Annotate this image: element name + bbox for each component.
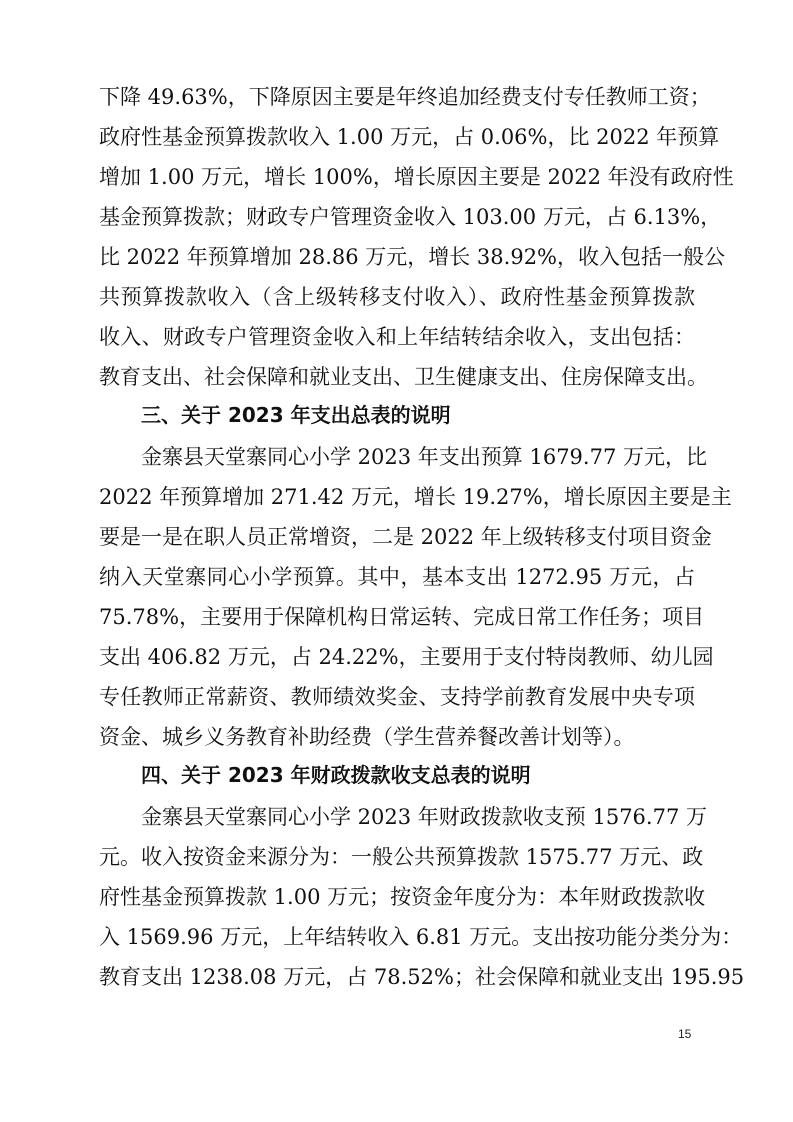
paragraph-line: 75.78%，主要用于保障机构日常运转、完成日常工作任务；项目: [99, 605, 705, 629]
paragraph-line: 纳入天堂寨同心小学预算。其中，基本支出 1272.95 万元，占: [99, 565, 695, 589]
paragraph-line: 金寨县天堂寨同心小学 2023 年财政拨款收支预 1576.77 万: [141, 805, 707, 829]
paragraph-line: 收入、财政专户管理资金收入和上年结转结余收入，支出包括：: [99, 325, 695, 349]
paragraph-line: 2022 年预算增加 271.42 万元，增长 19.27%，增长原因主要是主: [99, 485, 732, 509]
paragraph-line: 资金、城乡义务教育补助经费（学生营养餐改善计划等）。: [99, 725, 635, 749]
paragraph-line: 下降 49.63%，下降原因主要是年终追加经费支付专任教师工资；: [99, 85, 711, 109]
section-heading-3: 三、关于 2023 年支出总表的说明: [141, 403, 451, 427]
paragraph-line: 元。收入按资金来源分为：一般公共预算拨款 1575.77 万元、政: [99, 845, 704, 869]
paragraph-line: 政府性基金预算拨款收入 1.00 万元，占 0.06%，比 2022 年预算: [99, 125, 720, 149]
page-number: 15: [678, 1027, 692, 1041]
paragraph-line: 教育支出 1238.08 万元，占 78.52%；社会保障和就业支出 195.95: [99, 965, 745, 989]
paragraph-line: 入 1569.96 万元，上年结转收入 6.81 万元。支出按功能分类分为：: [99, 925, 743, 949]
paragraph-line: 要是一是在职人员正常增资，二是 2022 年上级转移支付项目资金: [99, 525, 712, 549]
paragraph-line: 教育支出、社会保障和就业支出、卫生健康支出、住房保障支出。: [99, 365, 708, 389]
paragraph-line: 金寨县天堂寨同心小学 2023 年支出预算 1679.77 万元，比: [141, 445, 707, 469]
paragraph-line: 共预算拨款收入（含上级转移支付收入）、政府性基金预算拨款: [99, 285, 695, 309]
paragraph-line: 专任教师正常薪资、教师绩效奖金、支持学前教育发展中央专项: [99, 685, 695, 709]
paragraph-line: 增加 1.00 万元，增长 100%，增长原因主要是 2022 年没有政府性: [99, 165, 734, 189]
paragraph-line: 基金预算拨款；财政专户管理资金收入 103.00 万元，占 6.13%，: [99, 205, 722, 229]
section-heading-4: 四、关于 2023 年财政拨款收支总表的说明: [141, 763, 531, 787]
paragraph-line: 府性基金预算拨款 1.00 万元；按资金年度分为：本年财政拨款收: [99, 885, 706, 909]
paragraph-line: 比 2022 年预算增加 28.86 万元，增长 38.92%，收入包括一般公: [99, 245, 726, 269]
paragraph-line: 支出 406.82 万元，占 24.22%，主要用于支付特岗教师、幼儿园: [99, 645, 714, 669]
